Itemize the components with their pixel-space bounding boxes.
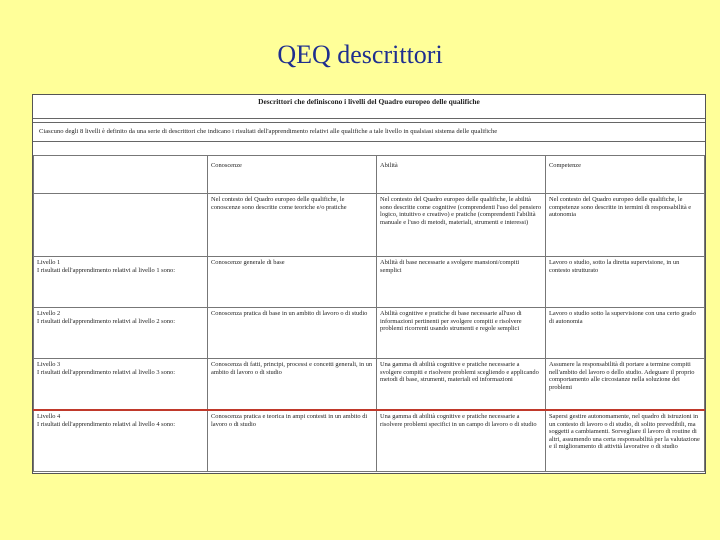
descriptor-document <box>32 94 706 474</box>
document-intro: Ciascuno degli 8 livelli è definito da una serie di descrittori che indicano i risultati dell'apprendimento relativi alle qualifiche a tale livello in qualsiasi sistema delle qualifiche <box>33 122 705 142</box>
level-cell <box>34 308 208 359</box>
context-competence: Nel contesto del Quadro europeo delle qualifiche, le competenze sono descritte in termini di responsabilità e autonomia <box>546 194 705 257</box>
document-heading: Descrittori che definiscono i livelli del Quadro europeo delle qualifiche <box>33 95 705 119</box>
skills-cell: Abilità cognitive e pratiche di base necessarie all'uso di informazioni pertinenti per svolgere compiti e risolvere problemi ricorrenti usando strumenti e regole semplici <box>377 308 546 359</box>
table-row <box>34 410 705 472</box>
table-row <box>34 308 705 359</box>
descriptor-table <box>33 155 705 472</box>
context-row <box>34 194 705 257</box>
level-cell <box>34 410 208 472</box>
level-name: Livello 3 <box>37 361 61 368</box>
level-name: Livello 1 <box>37 259 61 266</box>
header-empty <box>34 156 208 194</box>
table-row <box>34 359 705 411</box>
skills-cell: Abilità di base necessarie a svolgere mansioni/compiti semplici <box>377 257 546 308</box>
level-desc: I risultati dell'apprendimento relativi al livello 3 sono: <box>37 368 175 376</box>
slide-title: QEQ descrittori <box>277 40 443 69</box>
table-header-row <box>34 156 705 194</box>
header-competence: Competenze <box>546 156 705 194</box>
competence-cell: Lavoro o studio, sotto la diretta supervisione, in un contesto strutturato <box>546 257 705 308</box>
knowledge-cell: Conoscenza pratica e teorica in ampi contesti in un ambito di lavoro o di studio <box>208 410 377 472</box>
level-name: Livello 2 <box>37 310 61 317</box>
competence-cell: Assumere la responsabilità di portare a termine compiti nell'ambito del lavoro o dello studio. Adeguare il proprio comportamento alle circostanze nella soluzione dei problemi <box>546 359 705 411</box>
level-desc: I risultati dell'apprendimento relativi al livello 4 sono: <box>37 420 175 428</box>
level-name: Livello 4 <box>37 413 61 420</box>
table-row <box>34 257 705 308</box>
level-desc: I risultati dell'apprendimento relativi al livello 1 sono: <box>37 266 175 274</box>
header-skills: Abilità <box>377 156 546 194</box>
header-knowledge: Conoscenze <box>208 156 377 194</box>
skills-cell: Una gamma di abilità cognitive e pratiche necessarie a risolvere problemi specifici in un campo di lavoro o di studio <box>377 410 546 472</box>
context-knowledge: Nel contesto del Quadro europeo delle qualifiche, le conoscenze sono descritte come teoriche e/o pratiche <box>208 194 377 257</box>
level-desc: I risultati dell'apprendimento relativi al livello 2 sono: <box>37 317 175 325</box>
context-skills: Nel contesto del Quadro europeo delle qualifiche, le abilità sono descritte come cognitive (comprendenti l'uso del pensiero logico, intuitivo e creativo) e pratiche (comprendenti l'abilità manuale e l'uso di metodi, materiali, strumenti e interessi) <box>377 194 546 257</box>
knowledge-cell: Conoscenze generale di base <box>208 257 377 308</box>
competence-cell: Sapersi gestire autonomamente, nel quadro di istruzioni in un contesto di lavoro o di studio, di solito prevedibili, ma soggetti a cambiamenti. Sorvegliare il lavoro di routine di altri, assumendo una certa responsabilità per la valutazione e il miglioramento di attività lavorative o di studio <box>546 410 705 472</box>
level-cell <box>34 359 208 411</box>
knowledge-cell: Conoscenza pratica di base in un ambito di lavoro o di studio <box>208 308 377 359</box>
knowledge-cell: Conoscenza di fatti, principi, processi e concetti generali, in un ambito di lavoro o di studio <box>208 359 377 411</box>
competence-cell: Lavoro o studio sotto la supervisione con una certo grado di autonomia <box>546 308 705 359</box>
skills-cell: Una gamma di abilità cognitive e pratiche necessarie a svolgere compiti e risolvere problemi scegliendo e applicando metodi di base, strumenti, materiali ed informazioni <box>377 359 546 411</box>
level-cell <box>34 257 208 308</box>
context-empty <box>34 194 208 257</box>
